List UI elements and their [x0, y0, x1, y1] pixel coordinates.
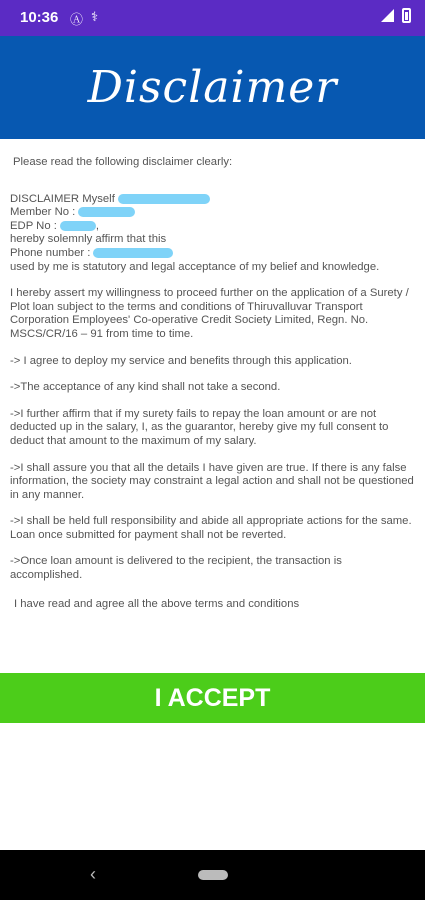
disclaimer-paragraph: ->I shall assure you that all the details I have given are true. If there is any false information, the society may constraint a legal action and shall not be questioned in any manner. [10, 461, 414, 501]
accept-button[interactable]: I ACCEPT [0, 673, 425, 723]
member-line [10, 206, 416, 220]
battery-icon [402, 8, 411, 23]
affirm-line: hereby solemnly affirm that this [10, 233, 167, 246]
intro-text: Please read the following disclaimer clearly: [13, 156, 233, 168]
declaration-block [10, 193, 416, 275]
phone-line [10, 247, 416, 261]
redacted-edp-number [60, 221, 96, 231]
status-icons-left [70, 9, 98, 28]
at-sign-icon: Ⓐ [70, 12, 84, 27]
disclaimer-paragraph: ->Once loan amount is delivered to the recipient, the transaction is accomplished. [10, 555, 342, 582]
edp-label: EDP No : [10, 219, 57, 232]
redacted-name [118, 194, 210, 204]
myself-line [10, 193, 416, 207]
member-label: Member No : [10, 206, 76, 219]
edp-suffix: , [95, 219, 100, 232]
redacted-phone-number [93, 248, 173, 258]
edp-line [10, 220, 416, 234]
redacted-member-number [78, 207, 135, 217]
agree-text: I have read and agree all the above terms and conditions [14, 597, 300, 610]
disclaimer-paragraph: ->I shall be held full responsibility and abide all appropriate actions for the same. Loan once submitted for payment shall not be reverted. [10, 515, 412, 541]
disclaimer-paragraph: I hereby assert my willingness to proceed further on the application of a Surety / Plot loan subject to the terms and conditions of Thiruvalluvar Transport Corporation Employees' Co-operative Credit Society Limited, Regn. No. MSCS/CR/16 – 91 from time to time. [10, 287, 409, 340]
home-pill-icon[interactable] [198, 870, 228, 880]
disclaimer-content [0, 139, 425, 673]
navigation-bar [0, 850, 425, 900]
status-bar [0, 0, 425, 36]
status-icons-right [381, 8, 411, 23]
empty-area [0, 723, 425, 850]
usb-debug-icon: ⚕ [91, 9, 99, 24]
app-header [0, 36, 425, 139]
phone-label: Phone number : [10, 246, 91, 259]
disclaimer-paragraph: ->I further affirm that if my surety fails to repay the loan amount or are not deducted up in the salary, I, as the guarantor, hereby give my full consent to deduct that amount to the maximum of my salary. [10, 407, 389, 447]
disclaimer-paragraph: -> I agree to deploy my service and benefits through this application. [10, 354, 352, 367]
status-time: 10:36 [20, 9, 59, 26]
myself-label: DISCLAIMER Myself [10, 192, 115, 205]
page-title: Disclaimer [87, 62, 338, 113]
back-icon[interactable]: ‹ [90, 864, 96, 884]
signal-icon [381, 9, 394, 22]
disclaimer-paragraph: ->The acceptance of any kind shall not take a second. [10, 381, 281, 394]
usage-line: used by me is statutory and legal acceptance of my belief and knowledge. [10, 260, 380, 273]
